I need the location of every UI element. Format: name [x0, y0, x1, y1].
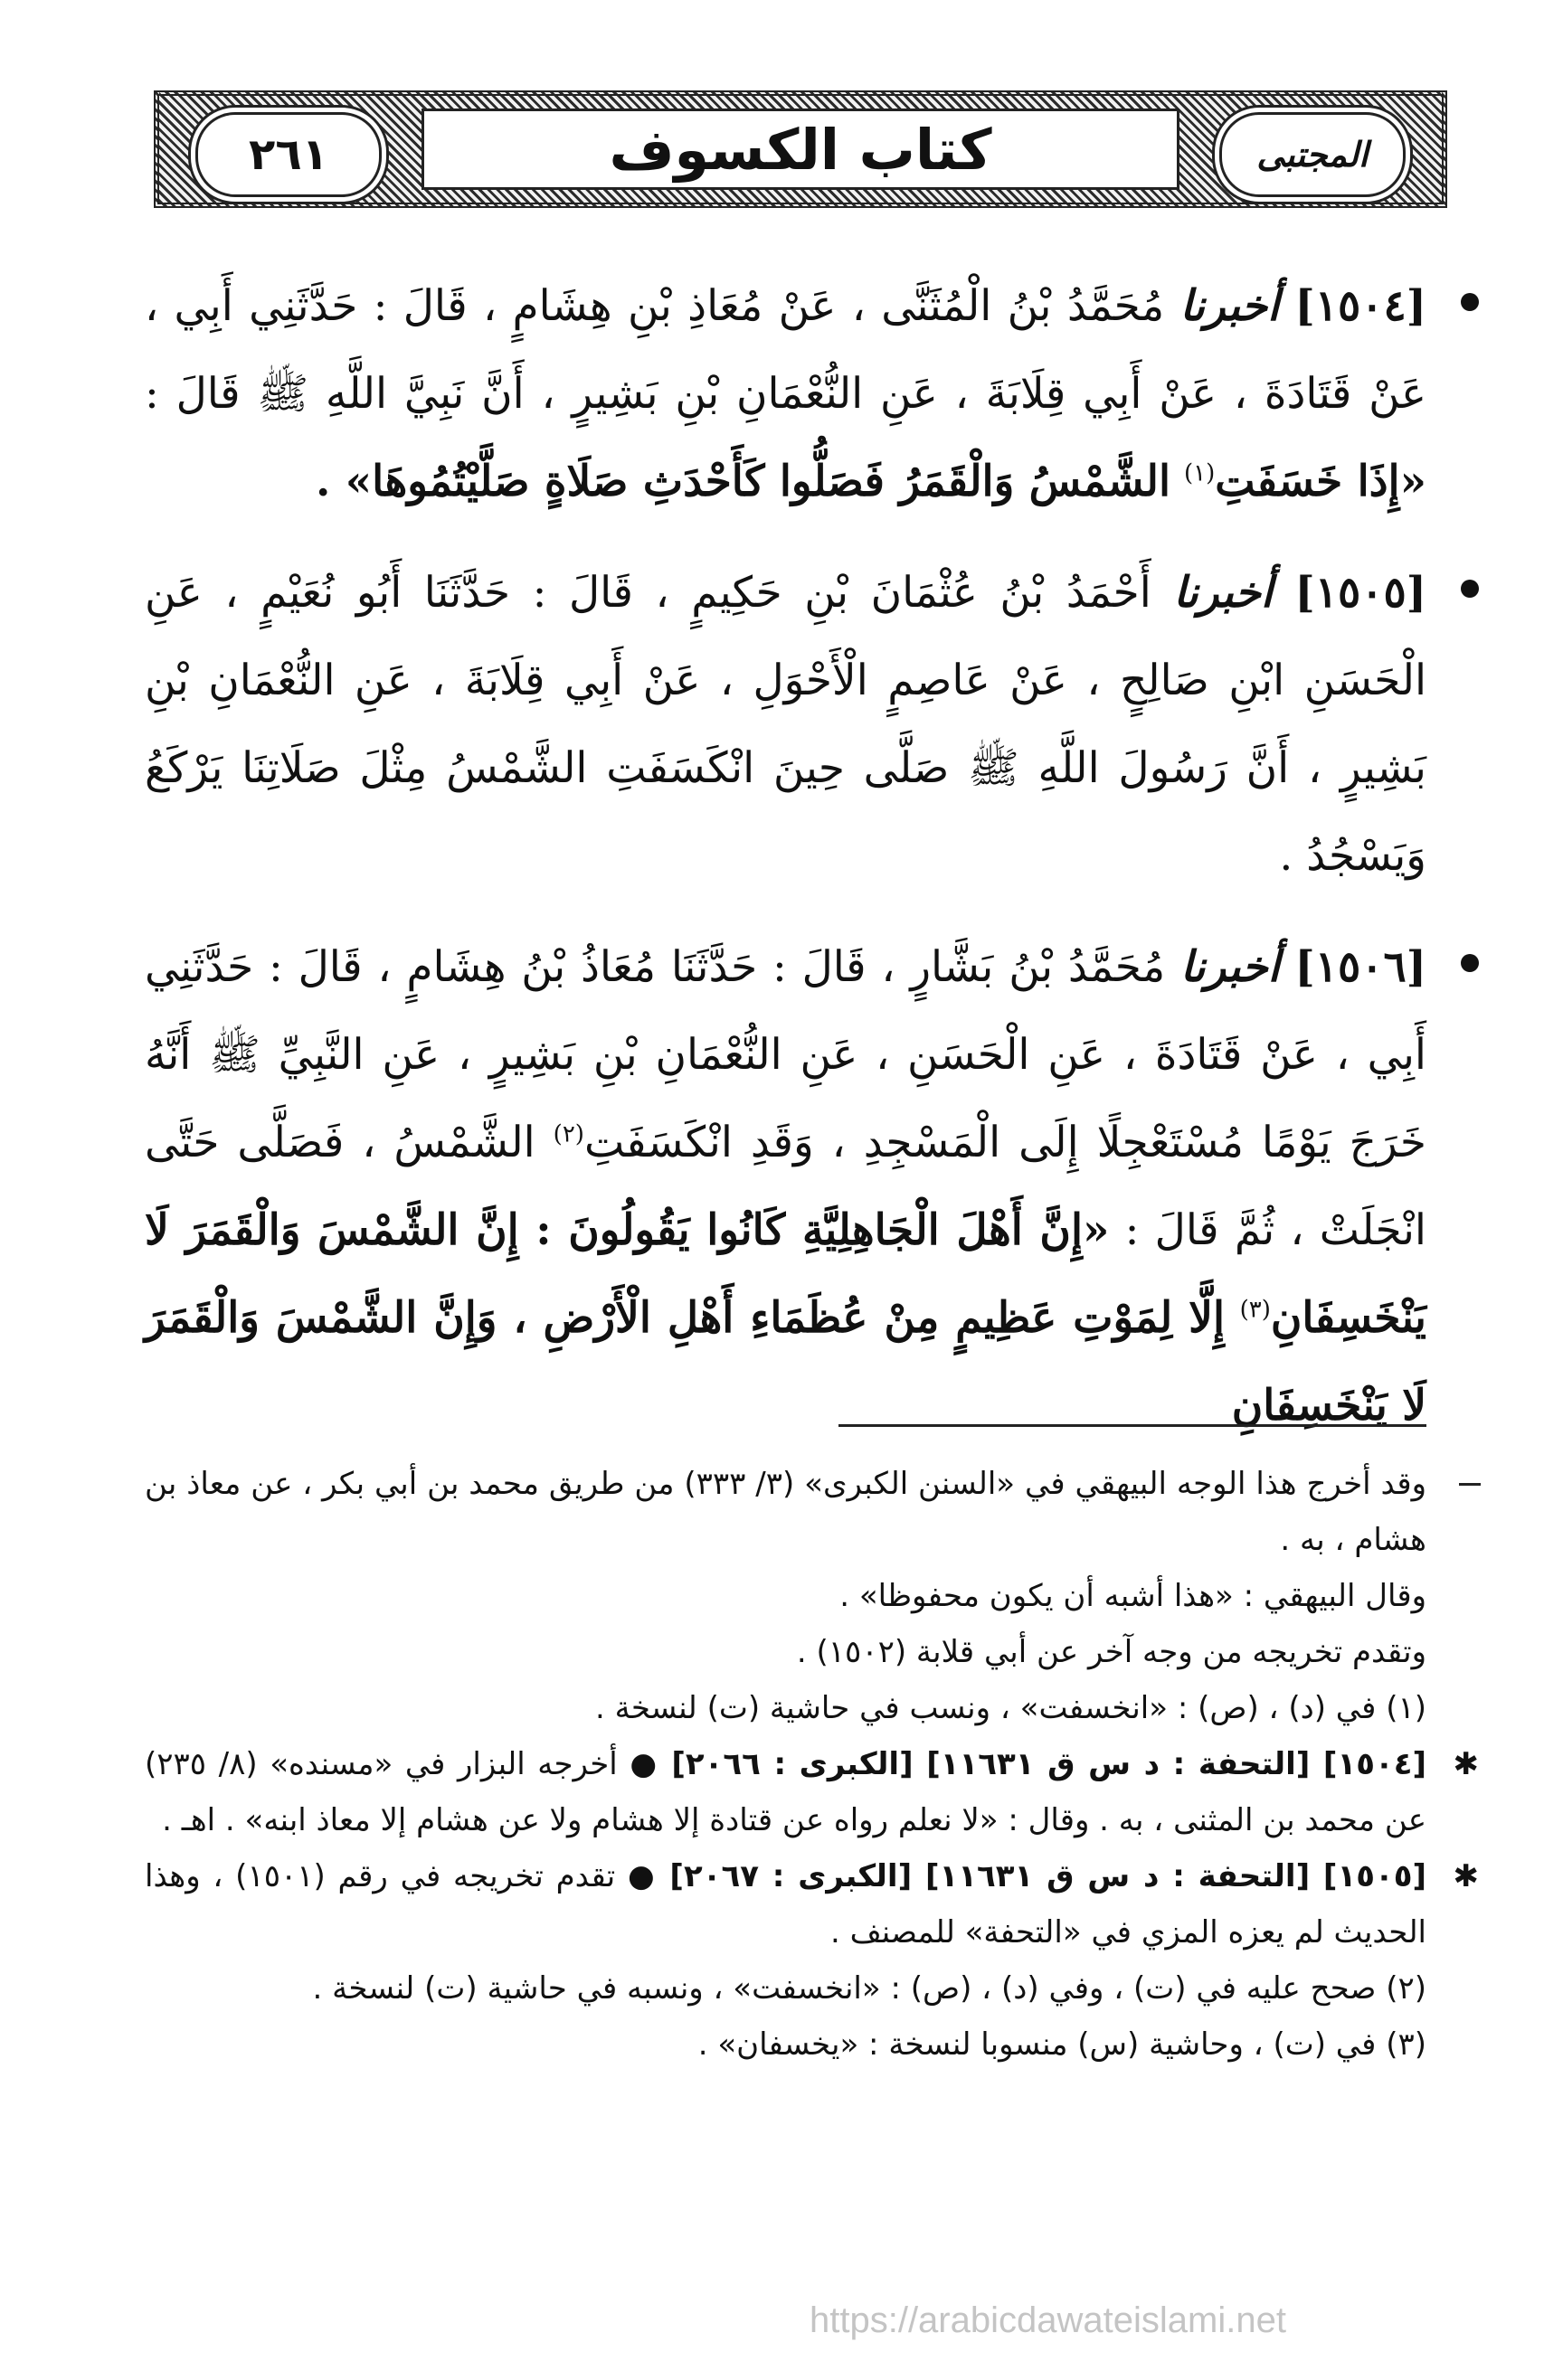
chapter-title: كتاب الكسوف	[609, 116, 992, 183]
footnote-continued	[145, 1624, 1426, 1680]
dash-icon	[1459, 1483, 1481, 1486]
page-number-medallion	[195, 112, 382, 197]
footnote-1	[145, 1680, 1426, 1736]
bullet-icon: ●	[627, 1858, 658, 1894]
footnote-text: (٣) في (ت) ، وحاشية (س) منسوبا لنسخة : «يخسفان» .	[697, 2026, 1426, 2063]
footnote-text: وقد أخرج هذا الوجه البيهقي في «السنن الكبرى» (٣/ ٣٣٣) من طريق محمد بن أبي بكر ، عن معاذ بن هشام ، به .	[145, 1466, 1427, 1558]
hadith-number: [١٥٠٤]	[1294, 281, 1426, 331]
hadith-quote-continued: الشَّمْسُ وَالْقَمَرُ فَصَلُّوا كَأَحْدَثِ صَلَاةٍ صَلَّيْتُمُوهَا» .	[316, 457, 1171, 506]
takhrij-text: تقدم تخريجه في رقم (١٥٠١) ، وهذا الحديث لم يعزه المزي في «التحفة» للمصنف .	[145, 1858, 1426, 1950]
hadith-1505	[145, 549, 1426, 900]
hadith-isnad-continued: الشَّمْسُ ، فَصَلَّى حَتَّى انْجَلَتْ ، ثُمَّ قَالَ :	[145, 1118, 1426, 1255]
bullet-icon	[1461, 954, 1479, 972]
takhrij-text: أخرجه البزار في «مسنده» (٨/ ٢٣٥) عن محمد بن المثنى ، به . وقال : «لا نعلم رواه عن قتادة إلا هشام ولا عن هشام إلا معاذ ابنه» . اهـ .	[145, 1746, 1426, 1838]
footnote-2	[145, 1960, 1426, 2016]
hadith-number: [١٥٠٥]	[1294, 568, 1426, 618]
page-number: ٢٦١	[249, 129, 328, 180]
hadith-1506	[145, 923, 1426, 1450]
hadith-opening: أخبرنا	[1179, 281, 1280, 331]
footnote-continued	[145, 1568, 1426, 1624]
book-name-medallion	[1219, 112, 1406, 197]
bullet-icon: ●	[630, 1746, 659, 1782]
footnote-marker: (٣)	[1239, 1296, 1271, 1324]
takhrij-tag: [١٥٠٤] [التحفة : د س ق ١١٦٣١] [الكبرى : ٢٠٦٦]	[671, 1746, 1427, 1782]
footnote-continued	[145, 1456, 1426, 1568]
footnote-marker: (١)	[1184, 459, 1216, 487]
main-text	[145, 262, 1426, 1473]
footnote-text: وتقدم تخريجه من وجه آخر عن أبي قلابة (١٥٠٢) .	[796, 1634, 1426, 1670]
page-header	[154, 90, 1447, 208]
bullet-icon	[1461, 293, 1479, 311]
footnote-text: وقال البيهقي : «هذا أشبه أن يكون محفوظا» .	[839, 1578, 1426, 1614]
takhrij-1505	[145, 1848, 1479, 1960]
asterisk-icon: ✱	[1453, 1858, 1479, 1894]
hadith-quote-continued: إِلَّا لِمَوْتِ عَظِيمٍ مِنْ عُظَمَاءِ أَهْلِ الْأَرْضِ ، وَإِنَّ الشَّمْسَ وَالْقَمَرَ لَا يَنْخَسِفَانِ	[145, 1293, 1426, 1431]
footnote-marker: (٢)	[553, 1120, 584, 1148]
hadith-opening: أخبرنا	[1173, 568, 1273, 618]
hadith-opening: أخبرنا	[1180, 942, 1280, 992]
asterisk-icon: ✱	[1453, 1746, 1479, 1782]
hadith-quote: «إِذَا خَسَفَتِ	[1215, 457, 1426, 506]
hadith-isnad: أَحْمَدُ بْنُ عُثْمَانَ بْنِ حَكِيمٍ ، قَالَ : حَدَّثَنَا أَبُو نُعَيْمٍ ، عَنِ الْحَسَنِ ابْنِ صَالِحٍ ، عَنْ عَاصِمٍ الْأَحْوَلِ ، عَنْ أَبِي قِلَابَةَ ، عَنِ النُّعْمَانِ بْنِ بَشِيرٍ ، أَنَّ رَسُولَ اللَّهِ ﷺ صَلَّى حِينَ انْكَسَفَتِ الشَّمْسُ مِثْلَ صَلَاتِنَا يَرْكَعُ وَيَسْجُدُ .	[145, 568, 1426, 881]
footnote-text: (٢) صحح عليه في (ت) ، وفي (د) ، (ص) : «انخسفت» ، ونسبه في حاشية (ت) لنسخة .	[312, 1970, 1426, 2007]
chapter-title-box	[422, 109, 1179, 190]
takhrij-tag: [١٥٠٥] [التحفة : د س ق ١١٦٣١] [الكبرى : ٢٠٦٧]	[669, 1858, 1427, 1894]
footnote-text: (١) في (د) ، (ص) : «انخسفت» ، ونسب في حاشية (ت) لنسخة .	[595, 1690, 1426, 1726]
footnotes	[145, 1456, 1479, 2073]
hadith-number: [١٥٠٦]	[1294, 942, 1426, 992]
hadith-1504	[145, 262, 1426, 525]
hadith-isnad: مُحَمَّدُ بْنُ الْمُثَنَّى ، عَنْ مُعَاذِ بْنِ هِشَامٍ ، قَالَ : حَدَّثَنِي أَبِي ، عَنْ قَتَادَةَ ، عَنْ أَبِي قِلَابَةَ ، عَنِ النُّعْمَانِ بْنِ بَشِيرٍ ، أَنَّ نَبِيَّ اللَّهِ ﷺ قَالَ :	[145, 281, 1426, 419]
bullet-icon	[1461, 580, 1479, 598]
watermark-url: https://arabicdawateislami.net	[810, 2300, 1286, 2340]
footnote-3	[145, 2016, 1426, 2073]
hadith-isnad: مُحَمَّدُ بْنُ بَشَّارٍ ، قَالَ : حَدَّثَنَا مُعَاذُ بْنُ هِشَامٍ ، قَالَ : حَدَّثَنِي أَبِي ، عَنْ قَتَادَةَ ، عَنِ الْحَسَنِ ، عَنِ النُّعْمَانِ بْنِ بَشِيرٍ ، عَنِ النَّبِيِّ ﷺ أَنَّهُ خَرَجَ يَوْمًا مُسْتَعْجِلًا إِلَى الْمَسْجِدِ ، وَقَدِ انْكَسَفَتِ	[145, 942, 1426, 1167]
footnote-divider	[838, 1424, 1426, 1427]
takhrij-1504	[145, 1736, 1479, 1848]
book-name: المجتبى	[1256, 135, 1369, 175]
hadith-quote: «إِنَّ أَهْلَ الْجَاهِلِيَّةِ كَانُوا يَقُولُونَ : إِنَّ الشَّمْسَ وَالْقَمَرَ لَا يَنْخَسِفَانِ	[145, 1205, 1426, 1343]
